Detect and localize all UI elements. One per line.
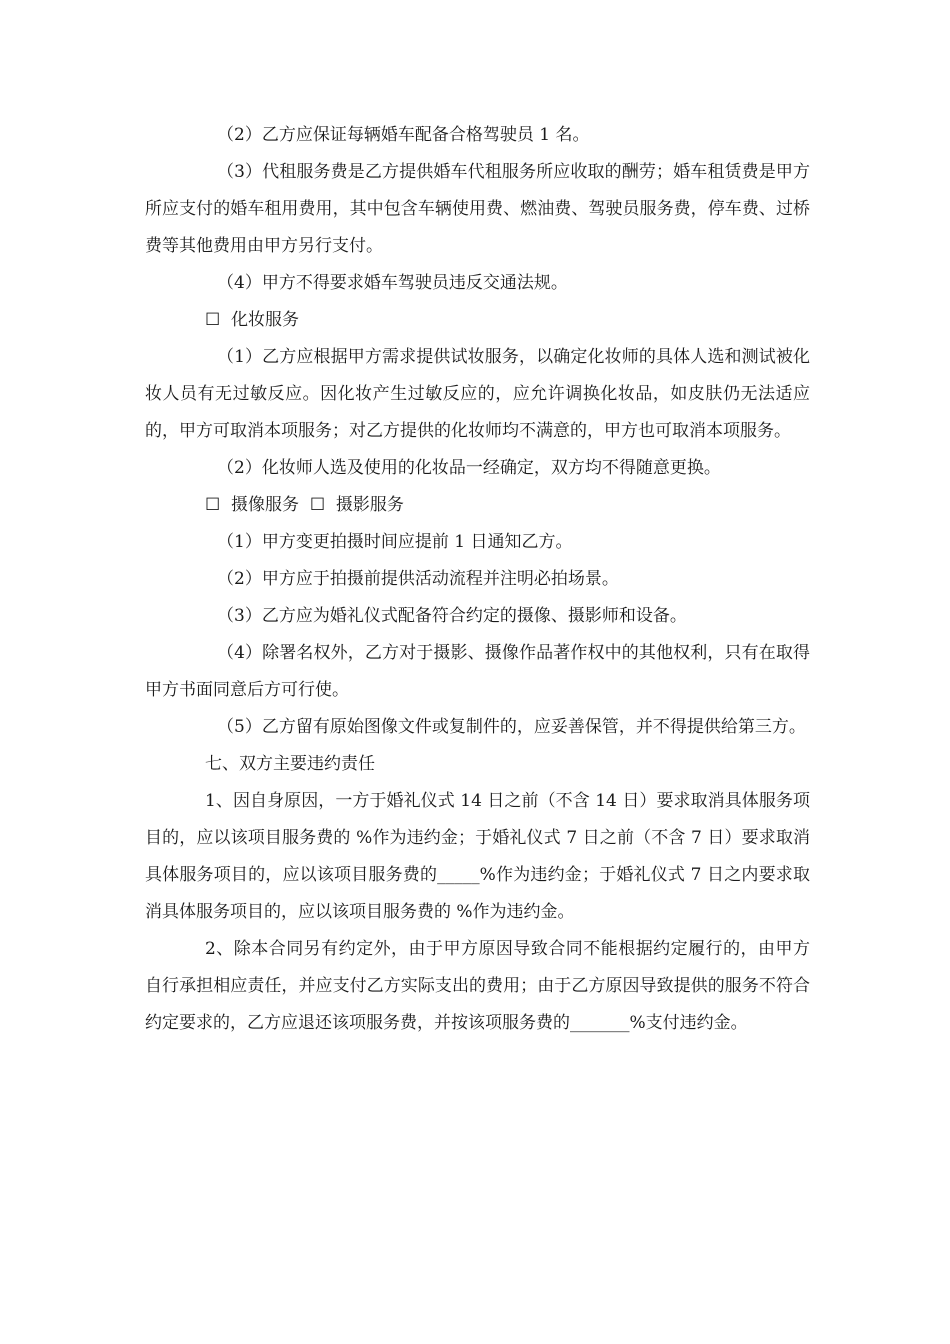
clause-photo-staff: （3）乙方应为婚礼仪式配备符合约定的摄像、摄影师和设备。 (217, 606, 687, 626)
video-photo-service-heading: ☐ 摄像服务 ☐ 摄影服务 (205, 495, 404, 515)
clause-car-traffic-law: （4）甲方不得要求婚车驾驶员违反交通法规。 (217, 273, 568, 293)
clause-makeup-fixed: （2）化妆师人选及使用的化妆品一经确定，双方均不得随意更换。 (217, 458, 721, 478)
clause-car-driver: （2）乙方应保证每辆婚车配备合格驾驶员 1 名。 (217, 125, 590, 145)
clause-makeup-trial: （1）乙方应根据甲方需求提供试妆服务，以确定化妆师的具体人选和测试被化妆人员有无过敏反应。因化妆产生过敏反应的，应允许调换化妆品，如皮肤仍无法适应的，甲方可取消本项服务；对乙方提供的化妆师均不满意的，甲方也可取消本项服务。 (145, 347, 810, 441)
clause-photo-copyright: （4）除署名权外，乙方对于摄影、摄像作品著作权中的其他权利，只有在取得甲方书面同意后方可行使。 (145, 643, 810, 700)
clause-breach-performance: 2、除本合同另有约定外，由于甲方原因导致合同不能根据约定履行的，由甲方自行承担相应责任，并应支付乙方实际支出的费用；由于乙方原因导致提供的服务不符合约定要求的，乙方应退还该项服务费，并按该项服务费的_______%支付违约金。 (145, 939, 810, 1033)
document-body (145, 117, 810, 1042)
clause-breach-cancellation: 1、因自身原因，一方于婚礼仪式 14 日之前（不含 14 日）要求取消具体服务项目的，应以该项目服务费的 %作为违约金；于婚礼仪式 7 日之前（不含 7 日）要求取消具体服务项目的，应以该项目服务费的_____%作为违约金；于婚礼仪式 7 日之内要求取消具体服务项目的，应以该项目服务费的 %作为违约金。 (145, 791, 810, 922)
breach-liability-heading: 七、双方主要违约责任 (205, 754, 375, 774)
clause-car-fees: （3）代租服务费是乙方提供婚车代租服务所应收取的酬劳；婚车租赁费是甲方所应支付的婚车租用费用，其中包含车辆使用费、燃油费、驾驶员服务费，停车费、过桥费等其他费用由甲方另行支付。 (145, 162, 810, 256)
clause-photo-schedule: （1）甲方变更拍摄时间应提前 1 日通知乙方。 (217, 532, 573, 552)
clause-photo-process: （2）甲方应于拍摄前提供活动流程并注明必拍场景。 (217, 569, 619, 589)
clause-photo-originals: （5）乙方留有原始图像文件或复制件的，应妥善保管，并不得提供给第三方。 (217, 717, 806, 737)
makeup-service-heading: ☐ 化妆服务 (205, 310, 300, 330)
